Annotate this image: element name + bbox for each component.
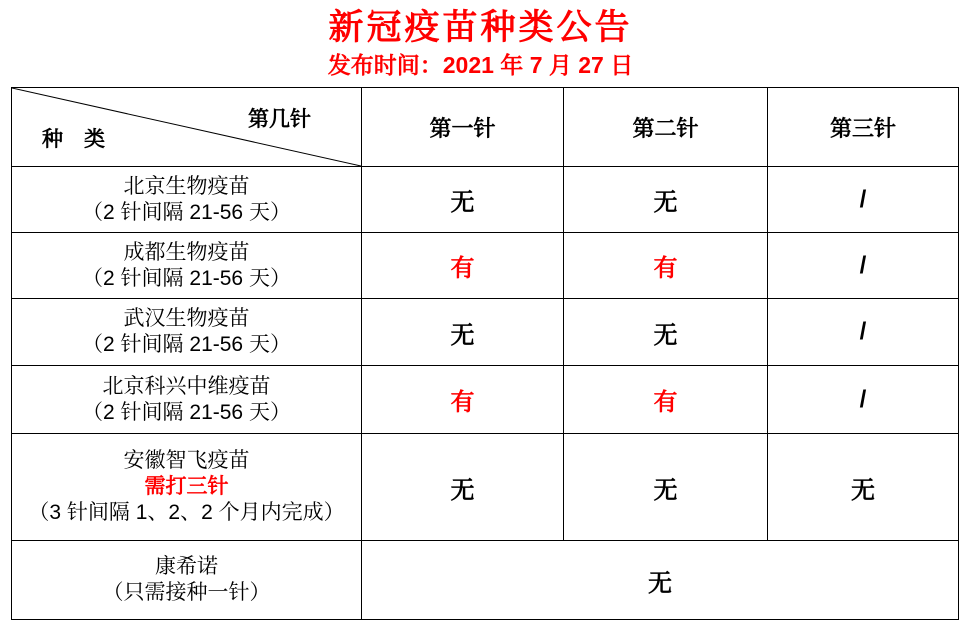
- vaccine-name: 武汉生物疫苗: [123, 307, 250, 330]
- vaccine-note: （3 针间隔 1、2、2 个月内完成）: [28, 501, 345, 524]
- publish-date: 发布时间：2021 年 7 月 27 日: [327, 52, 634, 78]
- value-cell: /: [768, 366, 959, 434]
- vaccine-note: （2 针间隔 21-56 天）: [82, 266, 291, 290]
- value-cell: 无: [362, 541, 959, 620]
- vaccine-name: 北京生物疫苗: [123, 174, 250, 198]
- value-cell: 有: [362, 366, 564, 434]
- vaccine-name-cell: [12, 434, 362, 541]
- value-cell: 有: [362, 233, 564, 299]
- value-cell: 无: [362, 434, 564, 541]
- table-row: [12, 299, 959, 366]
- vaccine-name-cell: [12, 299, 362, 366]
- corner-label-shot-number: 第几针: [248, 108, 311, 131]
- page-title: 新冠疫苗种类公告: [328, 8, 633, 47]
- value-cell: 无: [362, 299, 564, 366]
- value-cell: 无: [564, 434, 768, 541]
- vaccine-note: （2 针间隔 21-56 天）: [82, 400, 291, 424]
- table-row: [12, 233, 959, 299]
- vaccine-note: （2 针间隔 21-56 天）: [82, 200, 291, 224]
- vaccine-name: 安徽智飞疫苗: [123, 449, 250, 472]
- vaccine-note: （2 针间隔 21-56 天）: [82, 333, 291, 356]
- table-row: [12, 434, 959, 541]
- vaccine-name: 北京科兴中维疫苗: [102, 374, 271, 398]
- col-header-second-shot: 第二针: [564, 88, 768, 167]
- col-header-third-shot: 第三针: [768, 88, 959, 167]
- header-row: [12, 88, 959, 167]
- value-cell: 无: [564, 299, 768, 366]
- vaccine-name: 成都生物疫苗: [123, 240, 250, 264]
- vaccine-note: （只需接种一针）: [102, 581, 271, 604]
- corner-cell: [12, 88, 362, 167]
- value-cell: 无: [768, 434, 959, 541]
- col-header-first-shot: 第一针: [362, 88, 564, 167]
- value-cell: 无: [362, 167, 564, 233]
- value-cell: 有: [564, 366, 768, 434]
- vaccine-name-cell: [12, 366, 362, 434]
- vaccine-name-cell: [12, 167, 362, 233]
- value-cell: /: [768, 233, 959, 299]
- vaccine-name-cell: [12, 541, 362, 620]
- value-cell: /: [768, 299, 959, 366]
- vaccine-name-cell: [12, 233, 362, 299]
- table-row: [12, 366, 959, 434]
- vaccine-name: 康希诺: [155, 555, 218, 578]
- table-row: [12, 541, 959, 620]
- value-cell: 有: [564, 233, 768, 299]
- corner-label-vaccine-type: 种 类: [42, 128, 105, 151]
- vaccine-warning: 需打三针: [144, 475, 229, 498]
- table-row: [12, 167, 959, 233]
- value-cell: 无: [564, 167, 768, 233]
- value-cell: /: [768, 167, 959, 233]
- vaccine-table: [11, 87, 959, 620]
